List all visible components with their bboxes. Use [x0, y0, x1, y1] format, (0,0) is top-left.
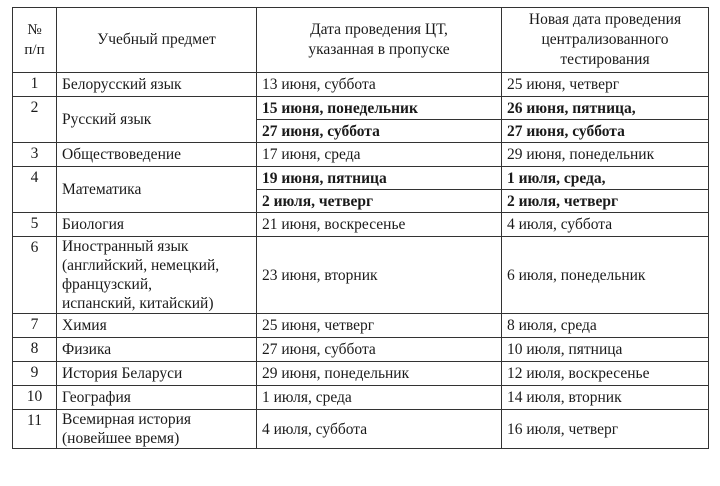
- row-old-date: 1 июля, среда: [257, 386, 502, 410]
- row-number: 2: [13, 97, 57, 143]
- table-row: [13, 73, 709, 97]
- table-row: [13, 213, 709, 237]
- row-subject: Химия: [57, 314, 257, 338]
- row-new-date: 12 июля, воскресенье: [502, 362, 709, 386]
- table-row: [13, 237, 709, 314]
- row-new-date: 26 июня, пятница,: [502, 97, 709, 120]
- table-row: [13, 386, 709, 410]
- row-subject: География: [57, 386, 257, 410]
- row-old-date-second: 27 июня, суббота: [257, 120, 502, 143]
- row-new-date: 4 июля, суббота: [502, 213, 709, 237]
- row-old-date: 29 июня, понедельник: [257, 362, 502, 386]
- row-number: 1: [13, 73, 57, 97]
- row-new-date-second: 27 июня, суббота: [502, 120, 709, 143]
- row-old-date-second: 2 июля, четверг: [257, 190, 502, 213]
- row-subject: Белорусский язык: [57, 73, 257, 97]
- table-header-row: [13, 8, 709, 73]
- table-row: [13, 338, 709, 362]
- row-old-date: 17 июня, среда: [257, 143, 502, 167]
- row-number: 10: [13, 386, 57, 410]
- testing-schedule-table: [12, 7, 709, 449]
- row-subject: Всемирная история (новейшее время): [57, 410, 257, 449]
- row-new-date: 8 июля, среда: [502, 314, 709, 338]
- row-number: 3: [13, 143, 57, 167]
- row-old-date: 15 июня, понедельник: [257, 97, 502, 120]
- row-number: 11: [13, 410, 57, 449]
- row-number: 7: [13, 314, 57, 338]
- row-number: 6: [13, 237, 57, 314]
- row-new-date: 16 июля, четверг: [502, 410, 709, 449]
- table-row: [13, 314, 709, 338]
- row-new-date: 6 июля, понедельник: [502, 237, 709, 314]
- row-subject: Биология: [57, 213, 257, 237]
- header-number: № п/п: [13, 8, 57, 73]
- row-old-date: 19 июня, пятница: [257, 167, 502, 190]
- table-row: [13, 167, 709, 190]
- row-new-date: 25 июня, четверг: [502, 73, 709, 97]
- header-subject: Учебный предмет: [57, 8, 257, 73]
- row-new-date: 1 июля, среда,: [502, 167, 709, 190]
- row-number: 8: [13, 338, 57, 362]
- table-row: [13, 410, 709, 449]
- table-row: [13, 143, 709, 167]
- row-number: 9: [13, 362, 57, 386]
- row-subject: Иностранный язык (английский, немецкий, французский, испанский, китайский): [57, 237, 257, 314]
- row-old-date: 21 июня, воскресенье: [257, 213, 502, 237]
- row-old-date: 27 июня, суббота: [257, 338, 502, 362]
- header-old-date: Дата проведения ЦТ, указанная в пропуске: [257, 8, 502, 73]
- row-subject: История Беларуси: [57, 362, 257, 386]
- row-subject: Обществоведение: [57, 143, 257, 167]
- row-subject: Математика: [57, 167, 257, 213]
- row-subject: Физика: [57, 338, 257, 362]
- row-subject: Русский язык: [57, 97, 257, 143]
- header-new-date: Новая дата проведения централизованного тестирования: [502, 8, 709, 73]
- row-number: 4: [13, 167, 57, 213]
- row-new-date-second: 2 июля, четверг: [502, 190, 709, 213]
- row-old-date: 13 июня, суббота: [257, 73, 502, 97]
- row-number: 5: [13, 213, 57, 237]
- row-new-date: 29 июня, понедельник: [502, 143, 709, 167]
- table-row: [13, 97, 709, 120]
- row-old-date: 4 июля, суббота: [257, 410, 502, 449]
- row-new-date: 14 июля, вторник: [502, 386, 709, 410]
- row-old-date: 25 июня, четверг: [257, 314, 502, 338]
- row-old-date: 23 июня, вторник: [257, 237, 502, 314]
- row-new-date: 10 июля, пятница: [502, 338, 709, 362]
- table-row: [13, 362, 709, 386]
